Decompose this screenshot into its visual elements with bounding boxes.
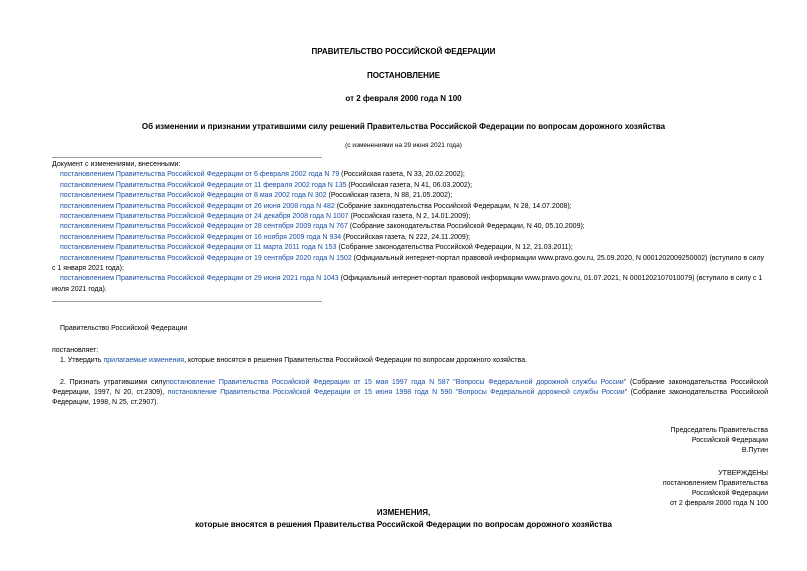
- amendment-link[interactable]: постановлением Правительства Российской Федерации от 8 мая 2002 года N 302: [60, 192, 327, 200]
- amendments-block: [52, 160, 768, 295]
- paragraph-1: [52, 356, 768, 366]
- amendment-item: [52, 170, 768, 180]
- amendment-link[interactable]: постановлением Правительства Российской Федерации от 26 июня 2008 года N 482: [60, 202, 335, 210]
- amendment-item: [52, 233, 768, 243]
- appendix-title: ИЗМЕНЕНИЯ,: [376, 508, 431, 517]
- government-line: Правительство Российской Федерации: [60, 325, 188, 332]
- amendments-list: [52, 170, 768, 295]
- approval-block: [560, 469, 768, 509]
- p2-text-pre: 2. Признать утратившими силу: [60, 379, 166, 386]
- amendment-item: [52, 222, 768, 232]
- divider-top: [52, 157, 322, 158]
- p2-text-post: (Собрание законодательства Российской Федерации, 1998, N 25, ст.2907).: [52, 389, 768, 406]
- approved-changes-link[interactable]: прилагаемые изменения: [103, 357, 185, 364]
- signature-block: [560, 426, 768, 456]
- amendment-link[interactable]: постановлением Правительства Российской Федерации от 11 февраля 2002 года N 135: [60, 181, 347, 189]
- divider-bottom: [52, 301, 322, 302]
- amendment-link[interactable]: постановлением Правительства Российской Федерации от 6 февраля 2002 года N 79: [60, 171, 340, 179]
- amendment-item: [52, 243, 768, 253]
- approval-date: от 2 февраля 2000 года N 100: [670, 500, 768, 507]
- amendment-source: (Российская газета, N 2, 14.01.2009);: [348, 213, 471, 221]
- amendment-source: (Российская газета, N 88, 21.05.2002);: [326, 192, 453, 200]
- document-title: Об изменении и признании утратившими силу решений Правительства Российской Федерации по вопросам дорожного хозяйства: [141, 122, 666, 131]
- amendment-item: [52, 191, 768, 201]
- amendment-link[interactable]: постановлением Правительства Российской Федерации от 16 ноября 2009 года N 934: [60, 233, 342, 241]
- amendment-link[interactable]: постановлением Правительства Российской Федерации от 11 марта 2011 года N 153: [60, 244, 337, 252]
- resolves-word: постановляет:: [52, 347, 99, 354]
- amendment-source: (Официальный интернет-портал правовой информации www.pravo.gov.ru, 01.07.2021, N 0001202107010079) (вступило в силу с 1 июля 2021 года).: [52, 275, 763, 293]
- document-type: ПОСТАНОВЛЕНИЕ: [366, 71, 441, 80]
- amendment-source: (Собрание законодательства Российской Федерации, N 12, 21.03.2011);: [336, 244, 573, 252]
- amendment-link[interactable]: постановлением Правительства Российской Федерации от 19 сентября 2020 года N 1502: [60, 254, 352, 262]
- amendment-source: (Российская газета, N 41, 06.03.2002);: [346, 181, 473, 189]
- appendix-subtitle: которые вносятся в решения Правительства Российской Федерации по вопросам дорожного хозяйства: [195, 520, 612, 529]
- government-heading: ПРАВИТЕЛЬСТВО РОССИЙСКОЙ ФЕДЕРАЦИИ: [311, 47, 496, 56]
- amendment-item: [52, 254, 768, 275]
- p1-text-pre: 1. Утвердить: [60, 357, 104, 364]
- signature-position: Председатель Правительства: [670, 427, 768, 434]
- amendment-link[interactable]: постановлением Правительства Российской Федерации от 29 июня 2021 года N 1043: [60, 275, 339, 283]
- paragraph-2: [52, 378, 768, 408]
- amendment-source: (Собрание законодательства Российской Федерации, N 28, 14.07.2008);: [334, 202, 572, 210]
- approval-org: Российской Федерации: [691, 490, 768, 497]
- amendment-item: [52, 202, 768, 212]
- signature-org: Российской Федерации: [691, 437, 768, 444]
- amendment-item: [52, 181, 768, 191]
- decree-587-link[interactable]: постановление Правительства Российской Федерации от 15 мая 1997 года N 587 "Вопросы Федеральной дорожной службы России": [165, 379, 627, 386]
- signature-name: В.Путин: [741, 447, 768, 454]
- amendment-item: [52, 212, 768, 222]
- amendment-source: (Собрание законодательства Российской Федерации, N 40, 05.10.2009);: [347, 223, 585, 231]
- amendment-link[interactable]: постановлением Правительства Российской Федерации от 28 сентября 2009 года N 767: [60, 223, 348, 231]
- amendments-intro: Документ с изменениями, внесенными:: [52, 161, 181, 168]
- p1-text-post: , которые вносятся в решения Правительства Российской Федерации по вопросам дорожного хозяйства.: [184, 357, 528, 364]
- amendment-source: (Российская газета, N 33, 20.02.2002);: [339, 171, 465, 179]
- amendment-source: (Официальный интернет-портал правовой информации www.pravo.gov.ru, 25.09.2020, N 0001202009250002) (вступило в силу с 1 января 2021 года);: [52, 254, 765, 273]
- p2-text-mid: (Собрание законодательства Российской Федерации, 1997, N 20, ст.2309),: [52, 379, 769, 396]
- amendment-source: (Российская газета, N 222, 24.11.2009);: [341, 233, 471, 241]
- approval-heading: УТВЕРЖДЕНЫ: [718, 470, 768, 477]
- revision-note: (с изменениями на 29 июня 2021 года): [345, 142, 462, 149]
- decree-590-link[interactable]: постановление Правительства Российской Федерации от 15 июня 1998 года N 590 "Вопросы Федеральной дорожной службы России": [167, 389, 628, 396]
- amendment-link[interactable]: постановлением Правительства Российской Федерации от 24 декабря 2008 года N 1007: [60, 213, 349, 221]
- approval-by: постановлением Правительства: [662, 480, 768, 487]
- amendment-item: [52, 274, 768, 295]
- document-date-number: от 2 февраля 2000 года N 100: [345, 94, 462, 103]
